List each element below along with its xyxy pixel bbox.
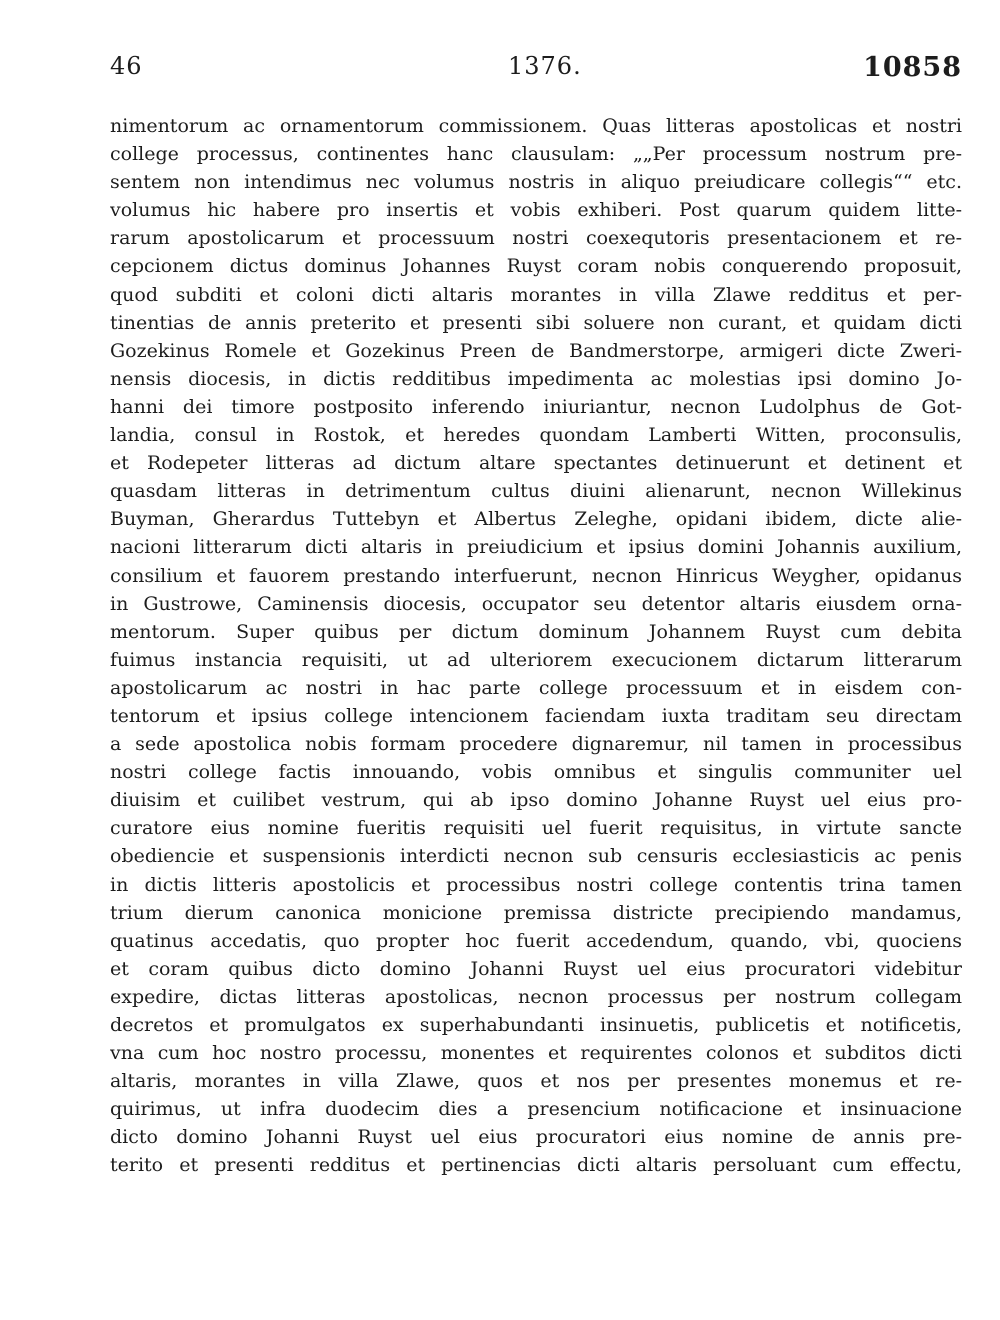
text-line: tinentias de annis preterito et presenti sibi soluere non curant, et quidam dicti — [110, 311, 962, 334]
text-line: dicto domino Johanni Ruyst uel eius procuratori eius nomine de annis pre- — [110, 1126, 962, 1149]
text-line: nimentorum ac ornamentorum commissionem. Quas litteras apostolicas et nostri — [110, 115, 962, 137]
body-text — [110, 112, 962, 1180]
text-line: volumus hic habere pro insertis et vobis exhiberi. Post quarum quidem litte- — [110, 199, 962, 222]
text-line: terito et presenti redditus et pertinencias dicti altaris persoluant cum effectu, — [110, 1154, 962, 1177]
text-line: nacioni litterarum dicti altaris in preiudicium et ipsius domini Johannis auxilium, — [110, 536, 962, 559]
text-line: nensis diocesis, in dictis redditibus impedimenta ac molestias ipsi domino Jo- — [110, 367, 962, 390]
year-heading: 1376. — [508, 52, 582, 80]
text-line: landia, consul in Rostok, et heredes quondam Lamberti Witten, proconsulis, — [110, 424, 962, 447]
text-line: nostri college factis innouando, vobis omnibus et singulis communiter uel — [110, 761, 962, 784]
text-line: hanni dei timore postposito inferendo iniuriantur, necnon Ludolphus de Got- — [110, 395, 962, 418]
text-line: cepcionem dictus dominus Johannes Ruyst coram nobis conquerendo proposuit, — [110, 255, 962, 278]
text-line: in dictis litteris apostolicis et processibus nostri college contentis trina tamen — [110, 873, 962, 896]
text-line: vna cum hoc nostro processu, monentes et requirentes colonos et subditos dicti — [110, 1042, 962, 1065]
text-line: trium dierum canonica monicione premissa districte precipiendo mandamus, — [110, 901, 962, 924]
text-line: et coram quibus dicto domino Johanni Ruyst uel eius procuratori videbitur — [110, 957, 962, 980]
text-line: expedire, dictas litteras apostolicas, necnon processus per nostrum collegam — [110, 985, 962, 1008]
text-line: tentorum et ipsius college intencionem faciendam iuxta traditam seu directam — [110, 704, 962, 727]
text-line: diuisim et cuilibet vestrum, qui ab ipso domino Johanne Ruyst uel eius pro- — [110, 789, 962, 812]
text-line: a sede apostolica nobis formam procedere dignaremur, nil tamen in processibus — [110, 733, 962, 756]
text-line: decretos et promulgatos ex superhabundanti insinuetis, publicetis et notificetis, — [110, 1014, 962, 1036]
text-line: quatinus accedatis, quo propter hoc fuerit accedendum, quando, vbi, quociens — [110, 929, 962, 952]
text-line: in Gustrowe, Caminensis diocesis, occupator seu detentor altaris eiusdem orna- — [110, 592, 962, 615]
text-line: college processus, continentes hanc clausulam: „„Per processum nostrum pre- — [110, 143, 962, 166]
text-line: consilium et fauorem prestando interfuerunt, necnon Hinricus Weygher, opidanus — [110, 564, 962, 587]
text-line: altaris, morantes in villa Zlawe, quos et nos per presentes monemus et re- — [110, 1070, 962, 1093]
text-line: Gozekinus Romele et Gozekinus Preen de Bandmerstorpe, armigeri dicte Zweri- — [110, 339, 962, 362]
text-line: sentem non intendimus nec volumus nostris in aliquo preiudicare collegis““ etc. — [110, 171, 962, 194]
text-line: curatore eius nomine fueritis requisiti uel fuerit requisitus, in virtute sancte — [110, 817, 962, 840]
text-line: rarum apostolicarum et processuum nostri coexequtoris presentacionem et re- — [110, 227, 962, 250]
text-line: mentorum. Super quibus per dictum dominum Johannem Ruyst cum debita — [110, 620, 962, 643]
text-line: fuimus instancia requisiti, ut ad ulteriorem execucionem dictarum litterarum — [110, 648, 962, 671]
page-header — [110, 52, 962, 86]
text-line: apostolicarum ac nostri in hac parte college processuum et in eisdem con- — [110, 676, 962, 699]
text-line: quod subditi et coloni dicti altaris morantes in villa Zlawe redditus et per- — [110, 283, 962, 306]
text-line: quirimus, ut infra duodecim dies a presencium notificacione et insinuacione — [110, 1098, 962, 1121]
text-line: et Rodepeter litteras ad dictum altare spectantes detinuerunt et detinent et — [110, 452, 962, 475]
text-line: quasdam litteras in detrimentum cultus diuini alienarunt, necnon Willekinus — [110, 480, 962, 503]
document-number: 10858 — [863, 52, 962, 83]
text-line: obediencie et suspensionis interdicti necnon sub censuris ecclesiasticis ac penis — [110, 845, 962, 868]
text-line: Buyman, Gherardus Tuttebyn et Albertus Zeleghe, opidani ibidem, dicte alie- — [110, 508, 962, 531]
page-number: 46 — [110, 52, 143, 80]
